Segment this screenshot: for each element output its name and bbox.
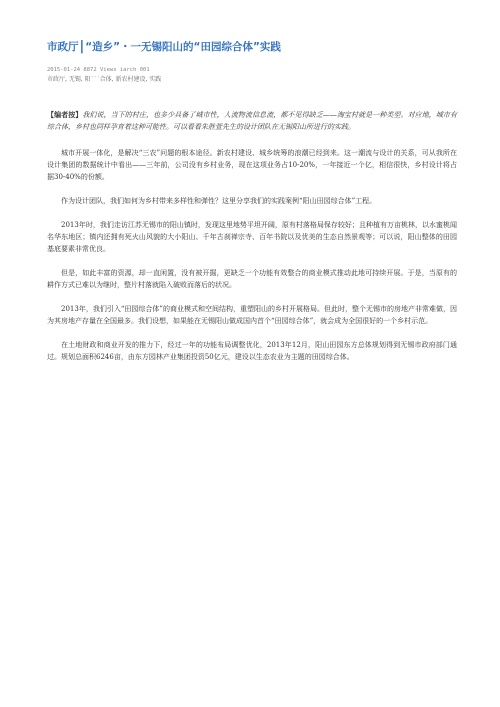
paragraph: 作为设计团队，我们如何为乡村带来多样性和弹性？这里分享我们的实践案例“阳山田园综合体”工程。 — [61, 197, 377, 205]
title-main: “造乡”・一无锡阳山的“田园综合体”实践 — [85, 41, 281, 53]
paragraph: 城市开展一体化，是解决“三农”问题的根本途径。新农村建设、城乡统筹的浪潮已经到来。这一潮流与设计的关系，可从我所在设计集团的数据统计中看出——三年前，公司没有乡村业务，现在这项业务占10-20%，一年接近一个亿，相信很快，乡村设计将占据30-40%的份额。 — [47, 149, 457, 181]
editor-note — [47, 109, 457, 133]
paragraph: 在土地财政和商业开发的推力下，经过一年的功能布局调整优化，2013年12月，阳山田园东方总体规划得到无锡市政府部门通过。规划总面积6246亩，由东方园林产业集团投资50亿元，建设以生态农业为主题的田园综合体。 — [47, 341, 457, 361]
article — [47, 40, 457, 370]
title-separator: | — [79, 39, 85, 54]
title-prefix: 市政厅 — [47, 41, 79, 53]
editor-note-tag: 【编者按】 — [47, 110, 83, 119]
paragraph: 2013年时，我们走访江苏无锡市的阳山镇时，发现这里地势平坦开阔，原有村落格局保存较好；且种植有万亩桃林，以水蜜桃闻名华东地区；镇内还拥有死火山风貌的大小阳山、千年古刹禅宗寺、百年书院以及优美的生态自然景观等；可以说，阳山整体的田园基底要素非常优良。 — [47, 221, 457, 253]
editor-note-text: 我们说，当下的村庄，也多少具备了城市性，人流物流信息流，都不见得缺乏——淘宝村就是一种类型。对应地，城市有综合体，乡村也同样孕育着这种可能性。可以看看朱胜萱先生的设计团队在无锡阳山所进行的实践。 — [47, 111, 458, 131]
article-title — [47, 40, 457, 54]
article-tags: 市政厅, 无锡, 阳˙˙˙合体, 新农村建设, 实践 — [47, 76, 162, 83]
paragraph: 但是，如此丰富的资源，却一直闲置，没有被开掘，更缺乏一个功能有效整合的商业模式推动此地可持续开展。于是，当原有的耕作方式已难以为继时，整片村落就陷入破败而落后的状况。 — [47, 269, 457, 289]
article-date-views: 2015-01-24 8872 Views iarch 001 — [47, 67, 150, 73]
paragraph: 2013年，我们引入“田园综合体”的商业模式和空间结构，重塑阳山的乡村开展格局。但此时，整个无锡市的房地产非常难做，因为其房地产存量在全国最多。我们设想，如果能在无锡阳山做成国内首个“田园综合体”，就会成为全国很好的一个乡村示范。 — [47, 305, 457, 325]
